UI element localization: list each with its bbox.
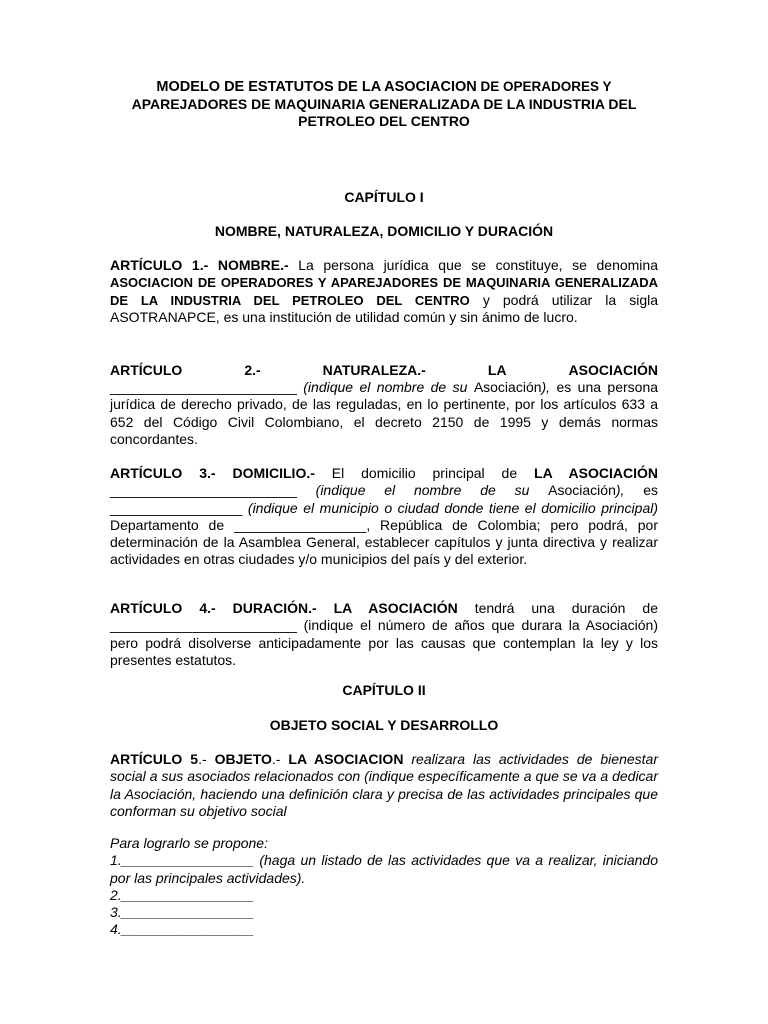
chapter1-name: NOMBRE, NATURALEZA, DOMICILIO Y DURACIÓN bbox=[214, 223, 554, 239]
art1-heading: ARTÍCULO 1.- NOMBRE.- bbox=[110, 257, 289, 273]
article-2: ARTÍCULO 2.- NATURALEZA.- LA ASOCIACIÓN ________________________ (indique el nombre de su Asociación), es una persona jurídica de derecho privado, de las reguladas, en lo pertinente, por los artículos 633 a 652 del Código Civil Colombiano, el decreto 2150 de 1995 y demás normas concordantes. bbox=[110, 362, 659, 447]
article-5: ARTÍCULO 5.- OBJETO.- LA ASOCIACION realizara las actividades de bienestar social a sus asociados relacionados con (indique específicamente a que se va a dedicar la Asociación, haciendo una definición clara y precisa de las actividades principales que conforman su objetivo social bbox=[110, 751, 658, 819]
list-item: 2._________________ bbox=[110, 886, 255, 903]
document-title bbox=[110, 78, 658, 130]
chapter2-label: CAPÍTULO II bbox=[342, 682, 426, 698]
art2-blank: ________________________ bbox=[110, 379, 297, 395]
title-line3: PETROLEO DEL CENTRO bbox=[298, 113, 470, 129]
list-intro: Para lograrlo se propone: bbox=[110, 835, 268, 851]
title-line2: APAREJADORES DE MAQUINARIA GENERALIZADA DE LA INDUSTRIA DEL bbox=[131, 96, 637, 112]
list-item: 1._________________ (haga un listado de las actividades que va a realizar, iniciando por las principales actividades). bbox=[110, 852, 658, 886]
chapter2-name: OBJETO SOCIAL Y DESARROLLO bbox=[269, 717, 499, 733]
list-item: 4._________________ bbox=[110, 921, 255, 938]
document-page bbox=[110, 78, 659, 938]
art1-association-name: ASOCIACION DE OPERADORES Y APAREJADORES DE MAQUINARIA GENERALIZADA DE LA INDUSTRIA DEL PETROLEO DEL CENTRO bbox=[110, 275, 658, 308]
art2-heading: ARTÍCULO 2.- NATURALEZA.- LA ASOCIACIÓN bbox=[110, 362, 658, 378]
chapter1-label: CAPÍTULO I bbox=[344, 189, 424, 205]
article-4: ARTÍCULO 4.- DURACIÓN.- LA ASOCIACIÓN tendrá una duración de ________________________ (indique el número de años que durara la Asociación) pero podrá disolverse anticipadamente por las causas que contemplan la ley y los presentes estatutos. bbox=[110, 600, 658, 668]
article-3: ARTÍCULO 3.- DOMICILIO.- El domicilio principal de LA ASOCIACIÓN ________________________ (indique el nombre de su Asociación), es _________________ (indique el municipio o ciudad donde tiene el domicilio principal) Departamento de _________________, República de Colombia; pero podrá, por determinación de la Asamblea General, establecer capítulos y junta directiva y realizar actividades en otras ciudades y/o municipios del país y del exterior. bbox=[110, 465, 658, 568]
title-line1-a: MODELO DE ESTATUTOS DE LA ASOCIACION bbox=[156, 79, 477, 95]
art4-heading: ARTÍCULO 4.- DURACIÓN.- LA ASOCIACIÓN bbox=[110, 600, 458, 616]
title-line1-b: DE OPERADORES Y bbox=[476, 79, 612, 94]
list-item: 3._________________ bbox=[110, 904, 255, 921]
activity-list bbox=[110, 835, 658, 939]
article-1: ARTÍCULO 1.- NOMBRE.- La persona jurídica que se constituye, se denomina ASOCIACION DE OPERADORES Y APAREJADORES DE MAQUINARIA GENERALIZADA DE LA INDUSTRIA DEL PETROLEO DEL CENTRO y podrá utilizar la sigla ASOTRANAPCE, es una institución de utilidad común y sin ánimo de lucro. bbox=[110, 257, 658, 325]
art3-heading: ARTÍCULO 3.- DOMICILIO.- bbox=[110, 465, 315, 481]
